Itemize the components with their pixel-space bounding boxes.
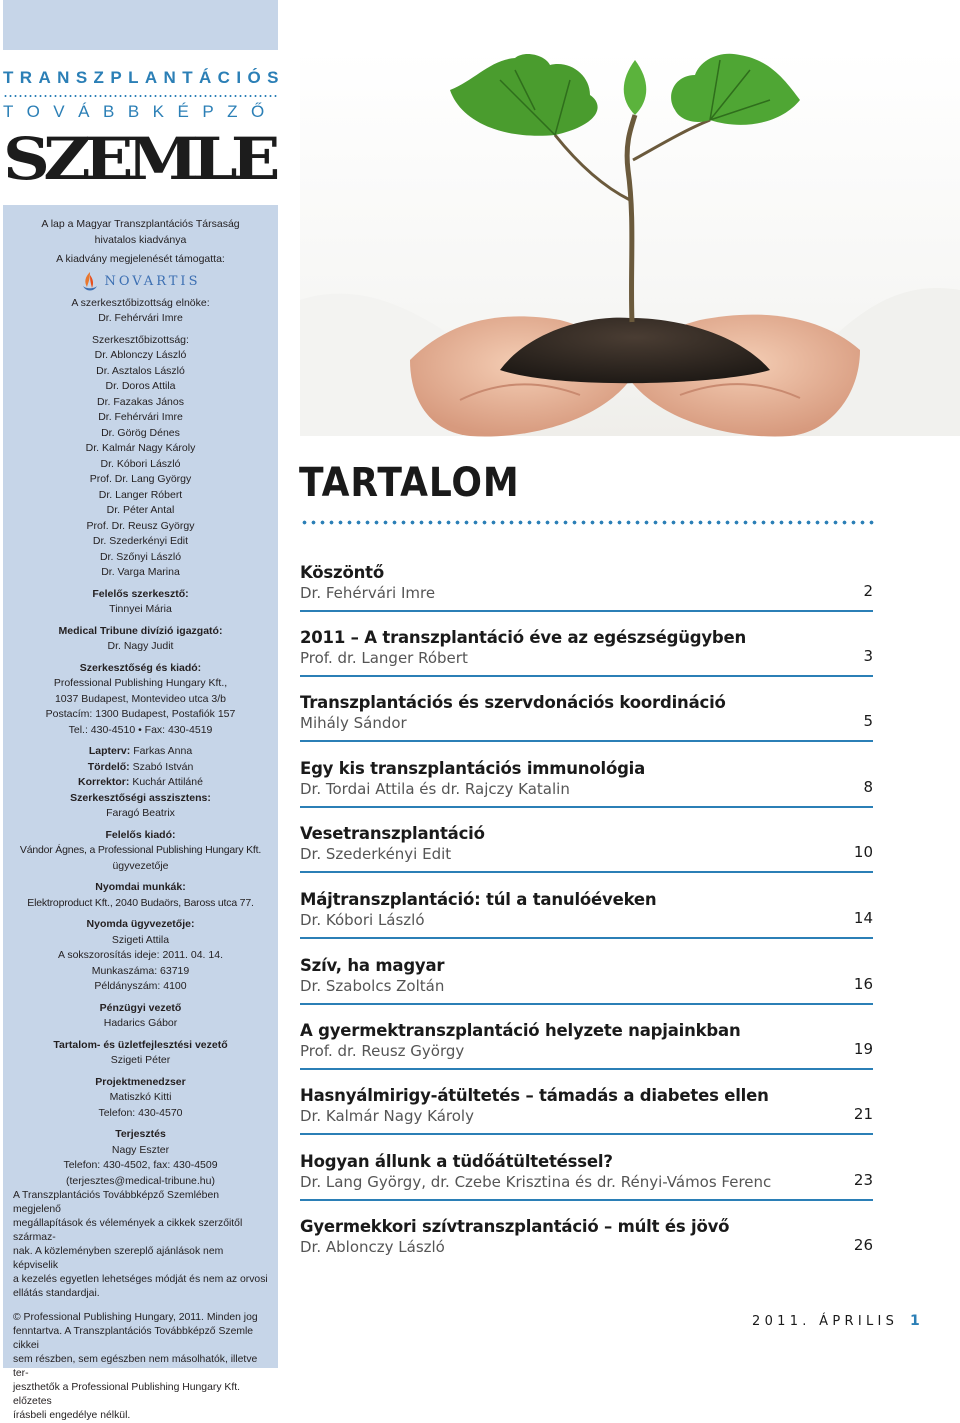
toc-entry[interactable] (300, 1085, 873, 1127)
distribution-label: Terjesztés (115, 1128, 166, 1140)
toc-entry-title: 2011 – A transzplantáció éve az egészségügyben (300, 628, 747, 647)
proof-label: Korrektor: (78, 776, 130, 788)
editor-name: Tinnyei Mária (109, 603, 172, 615)
sponsor-logo (3, 270, 278, 294)
project-label: Projektmenedzser (95, 1075, 186, 1088)
board-member: Dr. Péter Antal (106, 504, 175, 516)
board-member: Dr. Ablonczy László (94, 349, 187, 361)
typesetter-name: Szabó István (132, 760, 194, 773)
sidebar-top-band (3, 0, 278, 50)
board-member: Dr. Langer Róbert (98, 488, 183, 501)
publisher-line: A lap a Magyar Transzplantációs Társaság (41, 218, 240, 230)
toc-entry[interactable] (300, 1216, 873, 1258)
board-member: Dr. Kóbori László (100, 457, 181, 470)
typesetter-credit (3, 760, 278, 776)
toc-entry-page: 2 (863, 582, 873, 600)
toc-entry[interactable] (300, 692, 873, 734)
novartis-flame-icon (81, 271, 99, 293)
chair-label: A szerkesztőbizottság elnöke: (71, 296, 210, 309)
print-manager-label: Nyomda ügyvezetője: (86, 918, 195, 930)
disclaimer-line: a kezelés egyetlen lehetséges módját és nem az orvosi (13, 1274, 268, 1285)
toc-entry-author: Dr. Szabolcs Zoltán (300, 977, 445, 995)
toc-rule (300, 1199, 873, 1201)
distribution-tel: Telefon: 430-4502, fax: 430-4509 (63, 1159, 218, 1171)
toc-entry-title: Vesetranszplantáció (300, 824, 485, 843)
toc-rule (300, 610, 873, 612)
publisher-line: hivatalos kiadványa (94, 233, 187, 246)
masthead-line1: TRANSZPLANTÁCIÓS (3, 68, 285, 87)
toc-dotted-rule (300, 520, 874, 525)
layout-label: Lapterv: (88, 745, 131, 757)
copyright-line: sem részben, sem egészben nem másolhatók, illetve ter- (13, 1354, 258, 1379)
toc-entry-title: Májtranszplantáció: túl a tanulóéveken (300, 890, 657, 909)
toc-entry-author: Dr. Lang György, dr. Czebe Krisztina és dr. Rényi-Vámos Ferenc (300, 1173, 772, 1191)
sponsor-name: NOVARTIS (104, 273, 201, 289)
resp-line: ügyvezetője (112, 859, 169, 872)
toc-entry-title: Transzplantációs és szervdonációs koordináció (300, 693, 726, 712)
assistant-label: Szerkesztőségi asszisztens: (70, 791, 211, 804)
board-member: Dr. Asztalos László (96, 364, 185, 377)
toc-rule (300, 1068, 873, 1070)
toc-entry[interactable] (300, 1151, 873, 1193)
toc-entry-page: 10 (853, 843, 873, 861)
masthead-dotted-rule (3, 95, 278, 97)
toc-entry-title: Szív, ha magyar (300, 956, 445, 975)
toc-entry-title: Gyermekkori szívtranszplantáció – múlt és jövő (300, 1217, 730, 1236)
toc-entry[interactable] (300, 627, 873, 669)
copyright-line: jeszthetők a Professional Publishing Hungary Kft. előzetes (13, 1382, 240, 1407)
footer-date: 2011. ÁPRILIS (752, 1314, 899, 1329)
resp-line: Vándor Ágnes, a Professional Publishing Hungary Kft. (19, 844, 262, 856)
footer-page-number: 1 (910, 1313, 920, 1329)
toc-entry-title: Hasnyálmirigy-átültetés – támadás a diabetes ellen (300, 1086, 769, 1105)
print-label: Nyomdai munkák: (95, 881, 186, 893)
board-member: Prof. Dr. Reusz György (86, 519, 195, 532)
board-member: Dr. Görög Dénes (101, 426, 180, 439)
toc-entry-page: 8 (863, 778, 873, 796)
masthead-logo: SZEMLE (3, 125, 274, 193)
toc-entry-author: Prof. dr. Langer Róbert (300, 649, 468, 667)
copyright-line: fenntartva. A Transzplantációs Továbbképző Szemle cikkei (13, 1326, 254, 1351)
toc-entry-author: Dr. Kalmár Nagy Károly (300, 1107, 474, 1125)
toc-rule (300, 675, 873, 677)
board-member: Dr. Szederkényi Edit (92, 535, 189, 547)
office-line: 1037 Budapest, Montevideo utca 3/b (54, 692, 227, 705)
proof-name: Kuchár Attiláné (132, 776, 203, 788)
proof-credit (3, 775, 278, 791)
toc-rule (300, 871, 873, 873)
toc-entry-title: Egy kis transzplantációs immunológia (300, 759, 646, 778)
toc-title: TARTALOM (299, 460, 520, 506)
toc-entry-author: Dr. Tordai Attila és dr. Rajczy Katalin (300, 780, 570, 798)
toc-entry-title: Hogyan állunk a tüdőátültetéssel? (300, 1152, 613, 1171)
masthead (0, 50, 300, 205)
distribution-email: (terjesztes@medical-tribune.hu) (66, 1174, 215, 1187)
toc-entry-author: Dr. Ablonczy László (300, 1238, 445, 1256)
toc-entry[interactable] (300, 1020, 873, 1062)
toc-entry-author: Dr. Fehérvári Imre (300, 584, 436, 602)
director-name: Dr. Nagy Judit (107, 640, 174, 652)
disclaimer-line: ellátás standardjai. (13, 1288, 100, 1299)
office-line: Professional Publishing Hungary Kft., (53, 677, 228, 689)
support-label: A kiadvány megjelenését támogatta: (56, 253, 225, 265)
copyright-line: írásbeli engedélye nélkül. (13, 1410, 131, 1421)
toc-entry-author: Dr. Kóbori László (300, 911, 425, 929)
disclaimer (3, 1189, 278, 1301)
sidebar-imprint (3, 205, 278, 1421)
board-member: Prof. Dr. Lang György (89, 473, 192, 485)
disclaimer-line: megállapítások és vélemények a cikkek szerzőitől származ- (13, 1218, 243, 1243)
toc-entry[interactable] (300, 889, 873, 931)
toc-entry[interactable] (300, 823, 873, 865)
print-manager-name: Szigeti Attila (111, 933, 170, 946)
toc-entry-page: 3 (863, 647, 873, 665)
assistant-name: Faragó Beatrix (106, 807, 175, 819)
disclaimer-line: A Transzplantációs Továbbképző Szemlében megjelenő (13, 1190, 220, 1215)
layout-name: Farkas Anna (133, 745, 193, 757)
toc-rule (300, 1133, 873, 1135)
toc-entry-page: 16 (853, 975, 873, 993)
toc-rule (300, 937, 873, 939)
toc-rule (300, 1003, 873, 1005)
chair-name: Dr. Fehérvári Imre (98, 312, 183, 324)
content-label: Tartalom- és üzletfejlesztési vezető (53, 1038, 228, 1051)
toc-entry-page: 14 (853, 909, 873, 927)
disclaimer-line: nak. A közleményben szereplő ajánlások nem képviselik (13, 1246, 224, 1271)
toc-entry-title: A gyermektranszplantáció helyzete napjainkban (300, 1021, 741, 1040)
toc-entry-title: Köszöntő (300, 563, 384, 582)
board-member: Dr. Kalmár Nagy Károly (85, 442, 196, 454)
editor-label: Felelős szerkesztő: (92, 587, 189, 600)
distribution-name: Nagy Eszter (111, 1143, 170, 1156)
resp-label: Felelős kiadó: (105, 828, 176, 841)
content-name: Szigeti Péter (110, 1054, 171, 1066)
toc-entry-page: 19 (853, 1040, 873, 1058)
toc-entry-author: Mihály Sándor (300, 714, 407, 732)
masthead-line2: TOVÁBBKÉPZŐ (3, 102, 278, 121)
toc-rule (300, 740, 873, 742)
toc-rule (300, 806, 873, 808)
toc-entry-author: Dr. Szederkényi Edit (300, 845, 452, 863)
sapling-illustration (300, 50, 960, 436)
board-member: Dr. Szőnyi László (99, 550, 182, 563)
office-line: Postacím: 1300 Budapest, Postafiók 157 (45, 708, 236, 720)
board-member: Dr. Varga Marina (101, 566, 180, 578)
board-label: Szerkesztőbizottság: (92, 333, 189, 346)
copyright (3, 1311, 278, 1423)
office-label: Szerkesztőség és kiadó: (79, 661, 202, 674)
typesetter-label: Tördelő: (87, 760, 130, 773)
copyright-line: © Professional Publishing Hungary, 2011. Minden jog (13, 1312, 258, 1323)
copies: Példányszám: 4100 (94, 980, 187, 992)
print-date: A sokszorosítás ideje: 2011. 04. 14. (58, 949, 223, 961)
finance-name: Hadarics Gábor (103, 1017, 178, 1029)
job-number: Munkaszáma: 63719 (91, 964, 190, 977)
toc-entry-page: 23 (853, 1171, 873, 1189)
board-member: Dr. Fazakas János (97, 395, 184, 408)
toc-entry[interactable] (300, 955, 873, 997)
toc-entry-page: 5 (863, 712, 873, 730)
finance-label: Pénzügyi vezető (99, 1001, 182, 1014)
office-line: Tel.: 430-4510 • Fax: 430-4519 (68, 723, 213, 736)
toc-entry-page: 21 (853, 1105, 873, 1123)
board-member: Dr. Fehérvári Imre (98, 411, 183, 423)
director-label: Medical Tribune divízió igazgató: (58, 624, 223, 637)
toc-entry[interactable] (300, 562, 873, 604)
toc-entry-author: Prof. dr. Reusz György (300, 1042, 465, 1060)
layout-credit (3, 744, 278, 760)
project-name: Matiszkó Kitti (109, 1091, 172, 1103)
print-name: Elektroproduct Kft., 2040 Budaörs, Baross utca 77. (27, 896, 254, 909)
toc-entry[interactable] (300, 758, 873, 800)
project-tel: Telefon: 430-4570 (98, 1106, 183, 1119)
toc-entry-page: 26 (853, 1236, 873, 1254)
cover-photo (300, 50, 960, 436)
board-member: Dr. Doros Attila (105, 380, 176, 392)
